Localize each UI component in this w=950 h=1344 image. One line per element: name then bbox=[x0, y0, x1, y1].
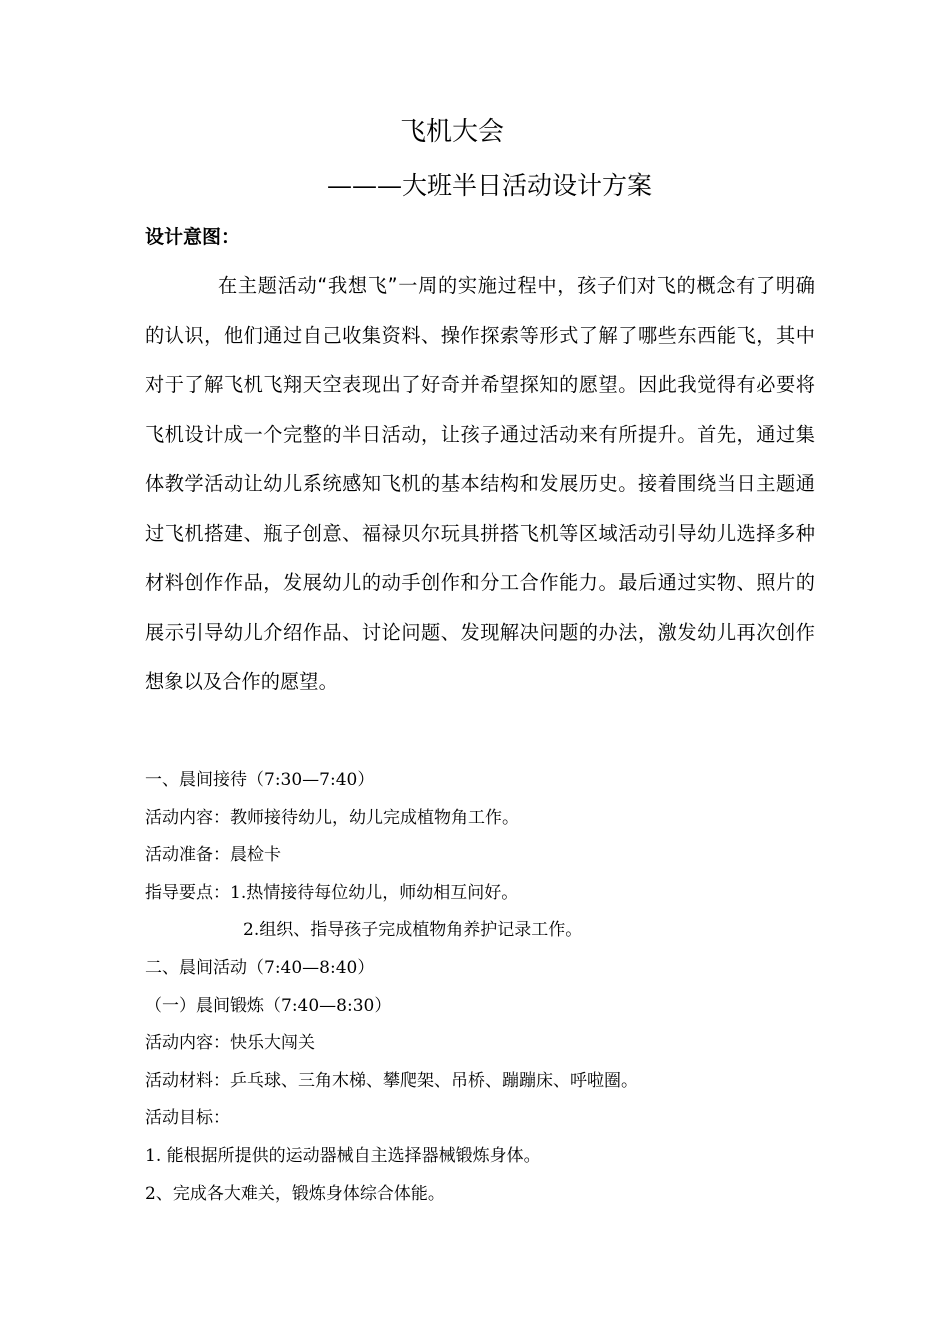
activity-preparation-line: 活动准备：晨检卡 bbox=[145, 845, 281, 866]
document-title: 飞机大会 bbox=[400, 117, 505, 147]
activity-content-line: 活动内容：教师接待幼儿，幼儿完成植物角工作。 bbox=[145, 807, 519, 828]
morning-activity-heading: 二、晨间活动（7:40—8:40） bbox=[145, 957, 375, 978]
activity-goals-heading: 活动目标： bbox=[145, 1108, 230, 1129]
design-intent-heading: 设计意图： bbox=[145, 226, 241, 248]
exercise-content-line: 活动内容：快乐大闯关 bbox=[145, 1033, 315, 1054]
guidance-point-1: 指导要点：1.热情接待每位幼儿，师幼相互问好。 bbox=[145, 882, 519, 903]
activity-plan bbox=[145, 762, 825, 1213]
morning-exercise-subheading: （一）晨间锻炼（7:40—8:30） bbox=[145, 995, 392, 1016]
exercise-materials-line: 活动材料：乒乓球、三角木梯、攀爬架、吊桥、蹦蹦床、呼啦圈。 bbox=[145, 1070, 638, 1091]
goal-item-1: 1. 能根据所提供的运动器械自主选择器械锻炼身体。 bbox=[145, 1145, 541, 1166]
document-subtitle: ———大班半日活动设计方案 bbox=[327, 171, 653, 200]
goal-item-2: 2、完成各大难关，锻炼身体综合体能。 bbox=[145, 1183, 445, 1204]
guidance-point-2: 2.组织、指导孩子完成植物角养护记录工作。 bbox=[243, 920, 583, 941]
design-intent-paragraph: 在主题活动“我想飞”一周的实施过程中，孩子们对飞的概念有了明确的认识，他们通过自己收集资料、操作探索等形式了解了哪些东西能飞，其中对于了解飞机飞翔天空表现出了好奇并希望探知的愿望。因此我觉得有必要将飞机设计成一个完整的半日活动，让孩子通过活动来有所提升。首先，通过集体教学活动让幼儿系统感知飞机的基本结构和发展历史。接着围绕当日主题通过飞机搭建、瓶子创意、福禄贝尔玩具拼搭飞机等区域活动引导幼儿选择多种材料创作作品，发展幼儿的动手创作和分工合作能力。最后通过实物、照片的展示引导幼儿介绍作品、讨论问题、发现解决问题的办法，激发幼儿再次创作想象以及合作的愿望。 bbox=[145, 274, 815, 693]
morning-reception-heading: 一、晨间接待（7:30—7:40） bbox=[145, 770, 375, 790]
